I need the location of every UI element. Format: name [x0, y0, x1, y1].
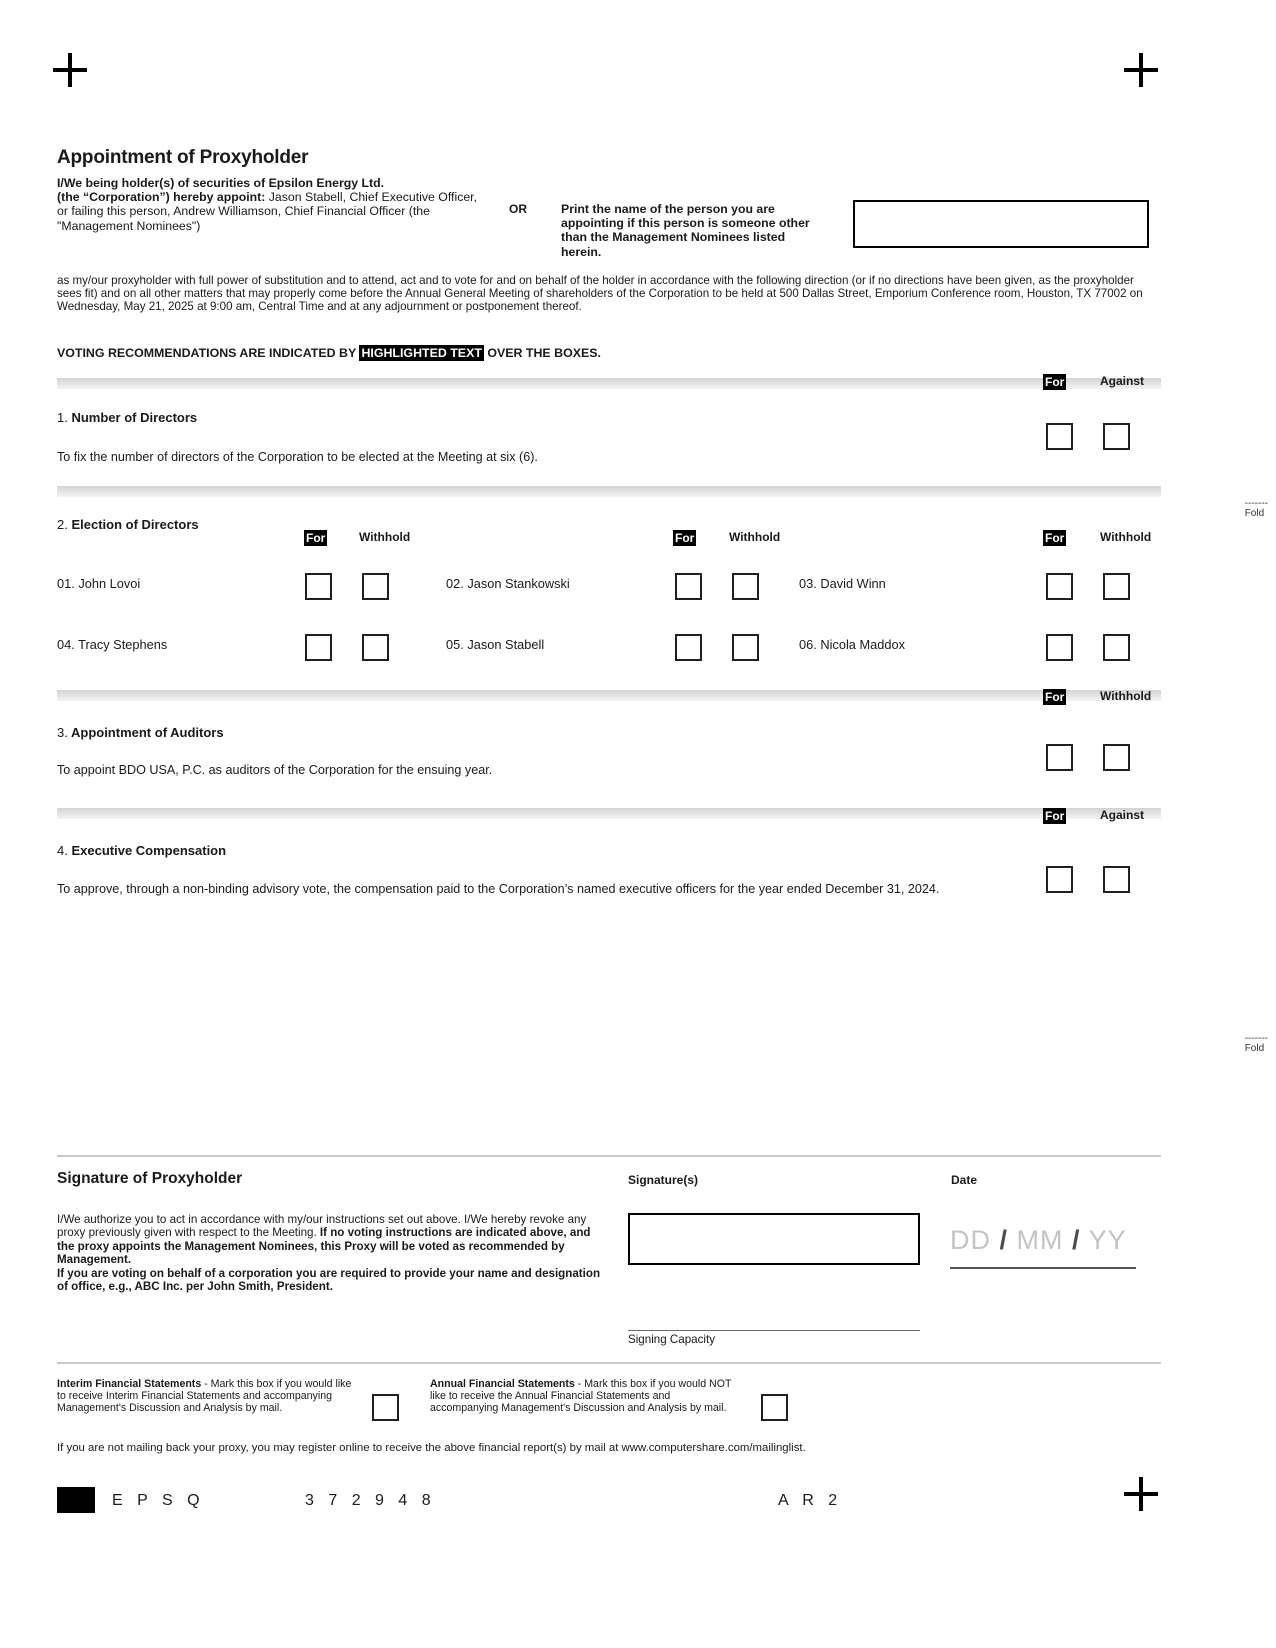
- signing-capacity-underline: [628, 1330, 920, 1331]
- resolution-3-number: 3.: [57, 725, 68, 740]
- column-header-for-4: For: [1045, 809, 1065, 823]
- rec-highlight: HIGHLIGHTED TEXT: [361, 346, 482, 360]
- checkbox-director-5-withhold[interactable]: [732, 634, 759, 661]
- checkbox-resolution-1-against[interactable]: [1103, 423, 1130, 450]
- footer-code-form-type: A R 2: [778, 1492, 843, 1509]
- column-header-withhold-3: Withhold: [1100, 689, 1152, 703]
- resolution-4-body: To approve, through a non-binding advisory vote, the compensation paid to the Corporation’s named executive officers for the year ended December 31, 2024.: [57, 882, 940, 896]
- resolution-2-label: Election of Directors: [71, 517, 199, 532]
- checkbox-director-6-for[interactable]: [1046, 634, 1073, 661]
- proxy-authority-paragraph: as my/our proxyholder with full power of substitution and to attend, act and to vote for and on behalf of the holder in accordance with the following direction (or if no directions have been given, as the proxyholder sees fit) and on all other matters that may properly come before the Annual General Meeting of shareholders of the Corporation to be held at 500 Dallas Street, Emporium Conference room, Houston, TX 77002 on Wednesday, May 21, 2025 at 9:00 am, Central Time and at any adjournment or postponement thereof.: [57, 274, 1143, 314]
- holder-line-3: or failing this person, Andrew Williamson, Chief Financial Officer (the: [57, 204, 430, 219]
- footer-code-company: E P S Q: [112, 1492, 205, 1509]
- footer-code-control-number: 3 7 2 9 4 8: [305, 1492, 436, 1509]
- director-nominee-label: 02. Jason Stankowski: [446, 576, 570, 591]
- checkbox-director-3-for[interactable]: [1046, 573, 1073, 600]
- resolution-1-number: 1.: [57, 410, 68, 425]
- section-divider-2: [57, 486, 1161, 497]
- director-nominee-label: 05. Jason Stabell: [446, 637, 545, 652]
- checkbox-director-1-withhold[interactable]: [362, 573, 389, 600]
- section-divider-3: [57, 690, 1161, 701]
- date-underline: [950, 1267, 1136, 1269]
- resolution-1-label: Number of Directors: [71, 410, 198, 425]
- checkbox-director-4-for[interactable]: [305, 634, 332, 661]
- financial-section-divider: [57, 1362, 1161, 1364]
- director-nominee-label: 01. John Lovoi: [57, 576, 141, 591]
- annual-financial-statements-option: [430, 1378, 735, 1415]
- checkbox-director-4-withhold[interactable]: [362, 634, 389, 661]
- fold-dashes: -------: [1244, 1033, 1268, 1044]
- voting-recommendation-note: [57, 346, 601, 360]
- column-header-against-4: Against: [1100, 808, 1145, 822]
- section-divider-4: [57, 808, 1161, 819]
- checkbox-director-3-withhold[interactable]: [1103, 573, 1130, 600]
- checkbox-annual-financial-statements[interactable]: [761, 1394, 788, 1421]
- resolution-2-title: [57, 517, 199, 532]
- checkbox-resolution-3-withhold[interactable]: [1103, 744, 1130, 771]
- sig-text-bold-2: If you are voting on behalf of a corporation you are required to provide your name and designation of office, e.g., ABC Inc. per John Smith, President.: [57, 1266, 601, 1294]
- signature-section-title: Signature of Proxyholder: [57, 1170, 243, 1187]
- rec-after: OVER THE BOXES.: [483, 346, 601, 360]
- holder-line-2-bold: (the “Corporation”) hereby appoint:: [57, 190, 266, 205]
- column-header-for-dir-1: For: [306, 531, 326, 545]
- fold-mark-top: [1245, 500, 1268, 519]
- checkbox-director-5-for[interactable]: [675, 634, 702, 661]
- column-header-against-1: Against: [1100, 374, 1145, 388]
- director-nominee-label: 03. David Winn: [799, 576, 886, 591]
- sig-text-plain: I/We authorize you to act in accordance with my/our instructions set out above. I/We hereby revoke any proxy previously given with respect to the Meeting.: [57, 1213, 587, 1240]
- interim-financial-statements-option: [57, 1378, 357, 1415]
- column-header-withhold-dir-3: Withhold: [1100, 530, 1152, 544]
- column-header-for-1: For: [1045, 375, 1065, 389]
- header-block: [57, 147, 1162, 259]
- signature-section-divider: [57, 1155, 1161, 1157]
- resolution-4-label: Executive Compensation: [71, 843, 227, 858]
- annual-financial-statements-text: - Mark this box if you would NOT like to receive the Annual Financial Statements and accompanying Management's Discussion and Analysis by mail.: [430, 1378, 732, 1415]
- holder-line-2-rest: Jason Stabell, Chief Executive Officer,: [265, 190, 478, 205]
- crop-mark-icon-top-right: [1124, 53, 1158, 87]
- online-registration-note: If you are not mailing back your proxy, you may register online to receive the above financial report(s) by mail at www.computershare.com/mailinglist.: [57, 1442, 806, 1454]
- director-nominee-label: 06. Nicola Maddox: [799, 637, 905, 652]
- director-nominee-label: 04. Tracy Stephens: [57, 637, 168, 652]
- fold-label: Fold: [1244, 508, 1265, 519]
- column-header-withhold-dir-1: Withhold: [359, 530, 411, 544]
- checkbox-resolution-4-for[interactable]: [1046, 866, 1073, 893]
- resolution-3-title: [57, 725, 224, 740]
- resolution-1-body: To fix the number of directors of the Corporation to be elected at the Meeting at six (6).: [57, 450, 538, 464]
- date-separator-1: /: [999, 1225, 1009, 1255]
- signing-capacity-label: Signing Capacity: [628, 1333, 716, 1346]
- signature-authorization-text: [57, 1213, 602, 1293]
- resolution-3-body: To appoint BDO USA, P.C. as auditors of the Corporation for the ensuing year.: [57, 763, 493, 777]
- column-header-for-dir-2: For: [675, 531, 695, 545]
- column-header-for-3: For: [1045, 690, 1065, 704]
- checkbox-director-6-withhold[interactable]: [1103, 634, 1130, 661]
- print-name-instruction: Print the name of the person you are appointing if this person is someone other than the Management Nominees listed herein.: [561, 202, 810, 259]
- resolution-4-title: [57, 843, 226, 858]
- column-header-for-dir-3: For: [1045, 531, 1065, 545]
- crop-mark-icon-bottom-right: [1124, 1477, 1158, 1511]
- fold-mark-bottom: [1245, 1035, 1268, 1054]
- resolution-4-number: 4.: [57, 843, 68, 858]
- annual-financial-statements-title: Annual Financial Statements: [430, 1378, 575, 1390]
- checkbox-director-2-for[interactable]: [675, 573, 702, 600]
- barcode-marker-icon: [57, 1487, 95, 1513]
- date-yy: YY: [1088, 1225, 1127, 1255]
- holder-statement: [57, 176, 509, 259]
- checkbox-resolution-4-against[interactable]: [1103, 866, 1130, 893]
- or-label: OR: [509, 202, 527, 216]
- holder-line-1: I/We being holder(s) of securities of Epsilon Energy Ltd.: [57, 176, 385, 190]
- date-input[interactable]: [950, 1225, 1138, 1256]
- column-header-withhold-dir-2: Withhold: [729, 530, 781, 544]
- resolution-1-title: [57, 410, 197, 425]
- resolution-3-label: Appointment of Auditors: [70, 725, 224, 740]
- checkbox-interim-financial-statements[interactable]: [372, 1394, 399, 1421]
- signatures-label: Signature(s): [628, 1173, 699, 1187]
- section-divider-1: [57, 378, 1161, 389]
- checkbox-director-2-withhold[interactable]: [732, 573, 759, 600]
- checkbox-director-1-for[interactable]: [305, 573, 332, 600]
- date-separator-2: /: [1072, 1225, 1081, 1255]
- crop-mark-icon-top-left: [53, 53, 87, 87]
- fold-dashes: -------: [1244, 498, 1268, 509]
- interim-financial-statements-title: Interim Financial Statements: [57, 1378, 202, 1390]
- proxyholder-name-input[interactable]: [853, 200, 1149, 248]
- sig-text-bold-1: If no voting instructions are indicated above, and the proxy appoints the Management Nominees, this Proxy will be voted as recommended by Management.: [57, 1226, 591, 1267]
- resolution-2-number: 2.: [57, 517, 68, 532]
- fold-label: Fold: [1244, 1043, 1265, 1054]
- page-title: Appointment of Proxyholder: [57, 147, 309, 168]
- interim-financial-statements-text: - Mark this box if you would like to receive Interim Financial Statements and accompanying Management's Discussion and Analysis by mail.: [57, 1378, 352, 1415]
- checkbox-resolution-3-for[interactable]: [1046, 744, 1073, 771]
- date-label: Date: [951, 1173, 978, 1187]
- rec-before: VOTING RECOMMENDATIONS ARE INDICATED BY: [57, 346, 360, 360]
- date-mm: MM: [1016, 1225, 1064, 1255]
- checkbox-resolution-1-for[interactable]: [1046, 423, 1073, 450]
- date-dd: DD: [950, 1225, 991, 1255]
- holder-line-4: "Management Nominees"): [57, 218, 201, 233]
- appointment-row: [57, 176, 1162, 259]
- signature-input[interactable]: [628, 1213, 920, 1265]
